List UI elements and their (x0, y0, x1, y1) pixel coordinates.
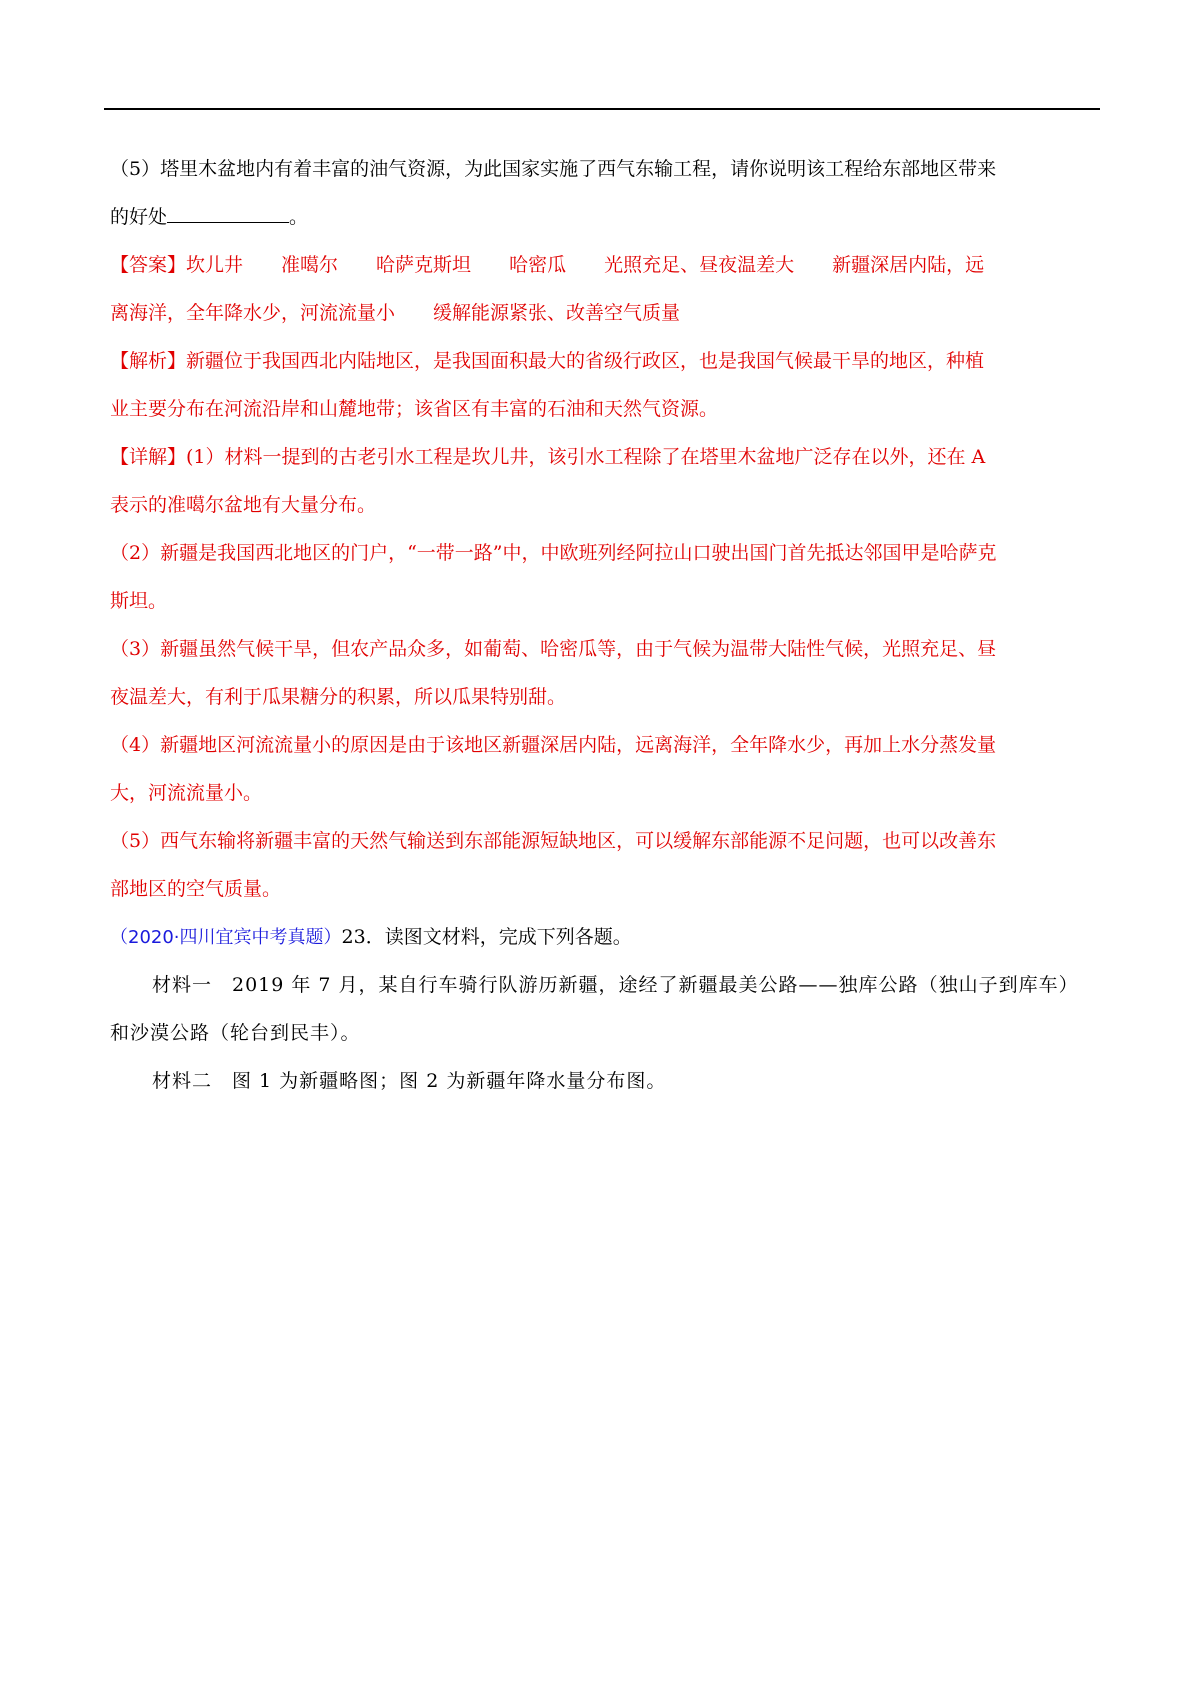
answer-line-2 (110, 289, 1100, 337)
detail-line-1 (110, 433, 1100, 481)
detail-text: (1）材料一提到的古老引水工程是坎儿井，该引水工程除了在塔里木盆地广泛存在以外，还在 A (186, 446, 986, 468)
question-source: （2020·四川宜宾中考真题） (110, 927, 342, 948)
answer-item: 离海洋，全年降水少，河流流量小 (110, 302, 396, 324)
detail-tag: 【详解】 (110, 446, 187, 468)
analysis-line-2: 业主要分布在河流沿岸和山麓地带；该省区有丰富的石油和天然气资源。 (110, 398, 719, 420)
question-5-line-2 (110, 193, 1100, 241)
answer-item: 哈密瓜 (509, 254, 567, 276)
detail-p2-line-1: （2）新疆是我国西北地区的门户，“一带一路”中，中欧班列经阿拉山口驶出国门首先抵达邻国甲是哈萨克 (110, 542, 997, 564)
header-rule (104, 108, 1100, 110)
detail-p3-line-2: 夜温差大，有利于瓜果糖分的积累，所以瓜果特别甜。 (110, 686, 567, 708)
question-23-text: 23．读图文材料，完成下列各题。 (341, 926, 632, 948)
detail-p3-line-1: （3）新疆虽然气候干旱，但农产品众多，如葡萄、哈密瓜等，由于气候为温带大陆性气候，光照充足、昼 (110, 638, 997, 660)
analysis-text: 新疆位于我国西北内陆地区，是我国面积最大的省级行政区，也是我国气候最干旱的地区，种植 (186, 350, 985, 372)
answer-blank (167, 196, 289, 223)
question-5-prefix: 的好处 (110, 206, 168, 228)
detail-p2-line-2: 斯坦。 (110, 590, 168, 612)
answer-item: 新疆深居内陆，远 (832, 254, 985, 276)
material-1-line-2: 和沙漠公路（轮台到民丰）。 (110, 1022, 361, 1044)
material-1-line-1: 材料一 2019 年 7 月，某自行车骑行队游历新疆，途经了新疆最美公路——独库公路（独山子到库车） (152, 974, 1079, 996)
detail-p5-line-1: （5）西气东输将新疆丰富的天然气输送到东部能源短缺地区，可以缓解东部能源不足问题，也可以改善东 (110, 830, 997, 852)
answer-item: 缓解能源紧张、改善空气质量 (433, 302, 681, 324)
question-5-line-1: （5）塔里木盆地内有着丰富的油气资源，为此国家实施了西气东输工程，请你说明该工程给东部地区带来 (110, 158, 997, 180)
analysis-tag: 【解析】 (110, 350, 187, 372)
answer-item: 坎儿井 (186, 254, 244, 276)
analysis-line-1 (110, 337, 1100, 385)
question-23-heading (110, 913, 1100, 961)
detail-p4-line-2: 大，河流流量小。 (110, 782, 263, 804)
detail-p5-line-2: 部地区的空气质量。 (110, 878, 282, 900)
material-2: 材料二 图 1 为新疆略图；图 2 为新疆年降水量分布图。 (152, 1070, 667, 1092)
answer-item: 光照充足、昼夜温差大 (604, 254, 795, 276)
detail-p4-line-1: （4）新疆地区河流流量小的原因是由于该地区新疆深居内陆，远离海洋，全年降水少，再加上水分蒸发量 (110, 734, 997, 756)
answer-item: 哈萨克斯坦 (376, 254, 472, 276)
document-body (110, 145, 1100, 1105)
detail-line-2: 表示的准噶尔盆地有大量分布。 (110, 494, 377, 516)
answer-line-1 (110, 241, 1100, 289)
answer-item: 准噶尔 (281, 254, 339, 276)
answer-tag: 【答案】 (110, 254, 187, 276)
question-5-suffix: 。 (289, 206, 309, 228)
